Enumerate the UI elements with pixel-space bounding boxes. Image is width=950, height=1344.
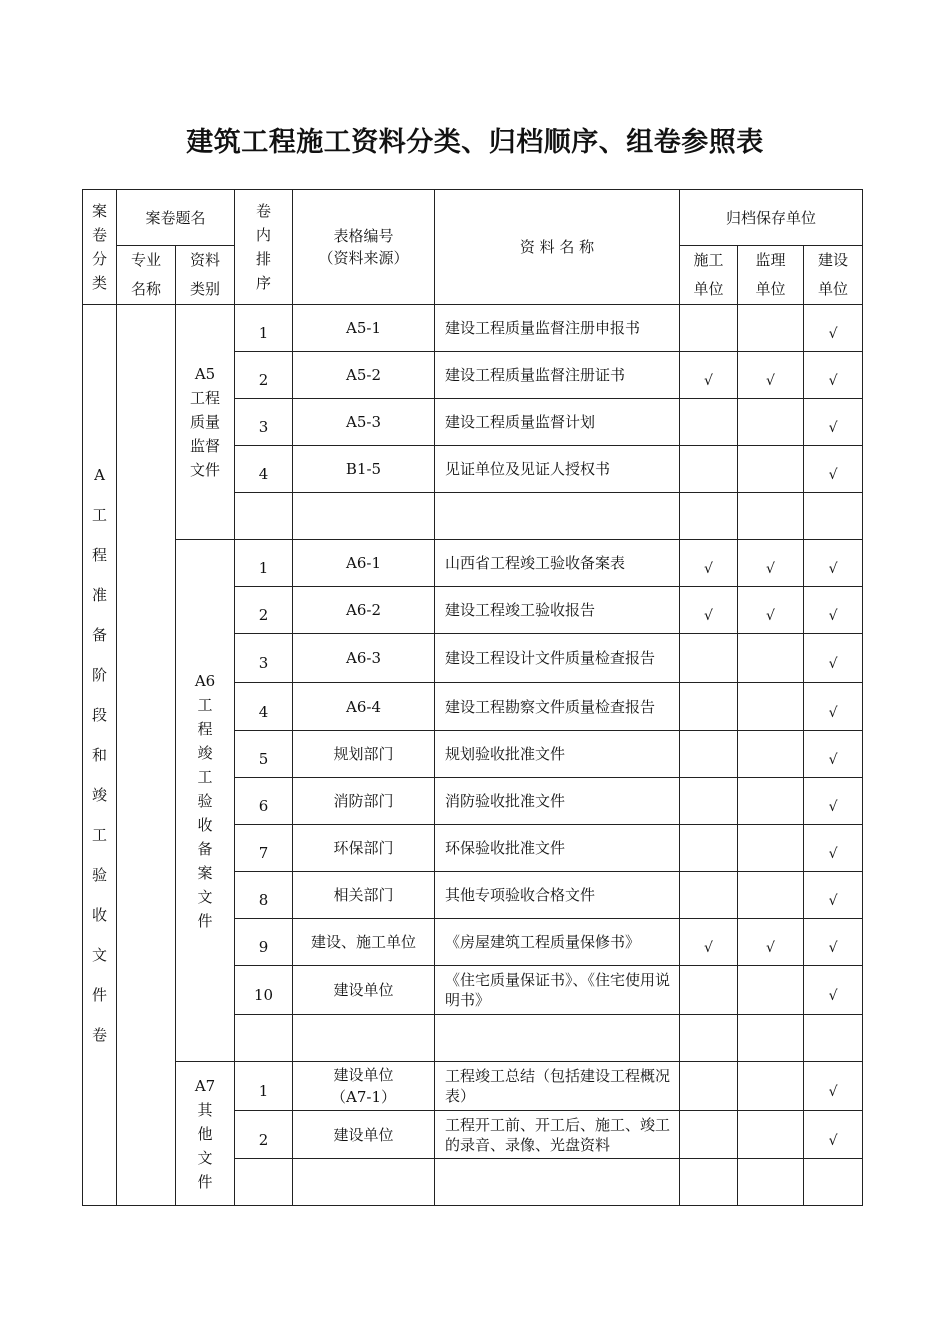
header-form-no: 表格编号 （资料来源） [293,190,435,305]
category-char: 备 [91,626,107,644]
material-name-cell: 建设工程质量监督注册证书 [435,352,680,399]
check-supervision: √ [738,352,804,399]
check-owner: √ [804,731,863,778]
form-code-cell [293,1062,435,1111]
specialty-cell [117,305,176,1206]
check-owner: √ [804,587,863,634]
empty-cell [738,1159,804,1206]
check-construction [680,399,738,446]
empty-cell [435,1015,680,1062]
check-owner: √ [804,683,863,731]
category-char: 收 [91,906,107,924]
empty-cell [804,1159,863,1206]
check-supervision [738,825,804,872]
empty-cell [235,1015,293,1062]
group-label-line: 备 [197,839,213,858]
seq-cell: 2 [235,1111,293,1159]
check-owner: √ [804,966,863,1015]
category-char: 验 [91,866,107,884]
category-char: 阶 [91,666,107,684]
check-supervision [738,731,804,778]
header-specialty: 专业 名称 [117,246,176,305]
empty-cell [804,493,863,540]
group-label-line: 文 [197,1148,213,1167]
table-row [83,305,863,352]
category-char: 段 [91,706,107,724]
material-name-cell: 《住宅质量保证书》、《住宅使用说明书》 [435,966,680,1015]
empty-cell [680,1015,738,1062]
check-owner: √ [804,1062,863,1111]
form-code-cell: A5-1 [293,305,435,352]
category-char: 卷 [91,1026,107,1044]
check-supervision [738,634,804,683]
header-material-type: 资料 类别 [176,246,235,305]
form-code-cell: 建设、施工单位 [293,919,435,966]
check-construction: √ [680,587,738,634]
group-label-line: 工程 [190,389,221,407]
check-construction [680,731,738,778]
form-code-cell: A6-2 [293,587,435,634]
form-code-cell: A6-4 [293,683,435,731]
table-row [83,1062,863,1111]
group-label-line: 文 [197,887,213,906]
check-construction [680,966,738,1015]
group-label-line: 验 [197,791,213,810]
seq-cell: 2 [235,352,293,399]
group-label-line: 他 [197,1124,213,1143]
check-construction [680,1062,738,1111]
check-construction: √ [680,352,738,399]
check-supervision [738,778,804,825]
check-construction: √ [680,919,738,966]
check-owner: √ [804,634,863,683]
group-label-line: 工 [197,767,213,786]
category-char: 竣 [91,786,107,804]
form-code-cell: 规划部门 [293,731,435,778]
form-code-cell: 建设单位 [293,966,435,1015]
form-code-cell: B1-5 [293,446,435,493]
header-supervision-unit: 监理 单位 [738,246,804,305]
seq-cell: 1 [235,305,293,352]
group-label-line: A5 [194,365,216,383]
material-name-cell: 其他专项验收合格文件 [435,872,680,919]
form-code-cell: A6-1 [293,540,435,587]
check-supervision [738,966,804,1015]
group-label-line: A7 [194,1076,216,1095]
material-name-cell: 规划验收批准文件 [435,731,680,778]
form-code-cell: A5-2 [293,352,435,399]
category-char: 准 [91,586,107,604]
check-supervision [738,446,804,493]
form-code-cell: A6-3 [293,634,435,683]
material-name-cell: 建设工程勘察文件质量检查报告 [435,683,680,731]
check-construction [680,778,738,825]
check-owner: √ [804,872,863,919]
header-file-title: 案卷题名 [117,190,235,246]
empty-cell [435,1159,680,1206]
seq-cell: 2 [235,587,293,634]
category-char: 文 [91,946,107,964]
material-name-cell: 建设工程竣工验收报告 [435,587,680,634]
category-char: 程 [91,546,107,564]
group-label-line: 案 [197,863,213,882]
seq-cell: 7 [235,825,293,872]
group-label [176,540,235,1062]
archive-table [82,189,863,1206]
group-label-line: 收 [197,815,213,834]
check-owner: √ [804,919,863,966]
form-code-cell: 相关部门 [293,872,435,919]
seq-cell: 1 [235,540,293,587]
header-construction-unit: 施工 单位 [680,246,738,305]
group-label-line: 工 [197,695,213,714]
category-label [83,305,117,1206]
seq-cell: 3 [235,399,293,446]
group-label-line: 程 [197,719,213,738]
group-label-line: 件 [197,911,213,930]
form-code-cell: 建设单位 [293,1111,435,1159]
group-label-line: 竣 [197,743,213,762]
material-name-cell: 环保验收批准文件 [435,825,680,872]
check-supervision: √ [738,587,804,634]
empty-cell [293,493,435,540]
empty-cell [680,1159,738,1206]
material-name-cell: 《房屋建筑工程质量保修书》 [435,919,680,966]
check-construction [680,634,738,683]
check-owner: √ [804,352,863,399]
page-title: 建筑工程施工资料分类、归档顺序、组卷参照表 [186,127,764,158]
empty-cell [680,493,738,540]
seq-cell: 10 [235,966,293,1015]
material-name-cell: 建设工程质量监督注册申报书 [435,305,680,352]
check-construction [680,1111,738,1159]
seq-cell: 1 [235,1062,293,1111]
seq-cell: 3 [235,634,293,683]
material-name-cell: 消防验收批准文件 [435,778,680,825]
material-name-cell: 工程竣工总结（包括建设工程概况表） [435,1062,680,1111]
check-owner: √ [804,778,863,825]
check-owner: √ [804,305,863,352]
group-label-line: 件 [197,1172,213,1191]
check-construction [680,305,738,352]
check-owner: √ [804,540,863,587]
empty-cell [293,1015,435,1062]
check-construction [680,825,738,872]
seq-cell: 4 [235,446,293,493]
check-supervision [738,305,804,352]
group-label [176,305,235,540]
seq-cell: 4 [235,683,293,731]
check-owner: √ [804,399,863,446]
group-label-line: A6 [194,671,216,690]
empty-cell [738,1015,804,1062]
group-label-line: 监督 [190,437,221,455]
check-construction [680,683,738,731]
form-code-cell: 环保部门 [293,825,435,872]
seq-cell: 9 [235,919,293,966]
check-owner: √ [804,1111,863,1159]
check-owner: √ [804,446,863,493]
check-construction [680,446,738,493]
table-row [83,540,863,587]
material-name-cell: 山西省工程竣工验收备案表 [435,540,680,587]
check-supervision: √ [738,919,804,966]
header-category: 案 卷 分 类 [83,190,117,305]
material-name-cell: 工程开工前、开工后、施工、竣工的录音、录像、光盘资料 [435,1111,680,1159]
group-label-line: 文件 [190,461,221,479]
empty-cell [804,1015,863,1062]
form-code: 建设单位 [333,1066,394,1084]
empty-cell [738,493,804,540]
header-order: 卷 内 排 序 [235,190,293,305]
group-label-line: 质量 [190,413,221,431]
category-char: 工 [91,506,107,524]
material-name-cell: 建设工程设计文件质量检查报告 [435,634,680,683]
check-supervision [738,1111,804,1159]
check-owner: √ [804,825,863,872]
seq-cell: 5 [235,731,293,778]
header-material-name: 资 料 名 称 [435,190,680,305]
category-char: A [94,466,105,484]
category-char: 件 [91,986,107,1004]
seq-cell: 8 [235,872,293,919]
form-code-cell: A5-3 [293,399,435,446]
group-label-line: 其 [197,1100,213,1119]
category-char: 和 [91,746,107,764]
check-supervision: √ [738,540,804,587]
empty-cell [435,493,680,540]
empty-cell [235,1159,293,1206]
check-supervision [738,872,804,919]
check-supervision [738,1062,804,1111]
check-construction [680,872,738,919]
group-label [176,1062,235,1206]
material-name-cell: 建设工程质量监督计划 [435,399,680,446]
check-supervision [738,399,804,446]
category-char: 工 [91,826,107,844]
check-supervision [738,683,804,731]
material-name-cell: 见证单位及见证人授权书 [435,446,680,493]
seq-cell: 6 [235,778,293,825]
form-code-sub: （A7-1） [331,1088,397,1106]
empty-cell [235,493,293,540]
check-construction: √ [680,540,738,587]
empty-cell [293,1159,435,1206]
header-archive-unit: 归档保存单位 [680,190,863,246]
header-owner-unit: 建设 单位 [804,246,863,305]
form-code-cell: 消防部门 [293,778,435,825]
